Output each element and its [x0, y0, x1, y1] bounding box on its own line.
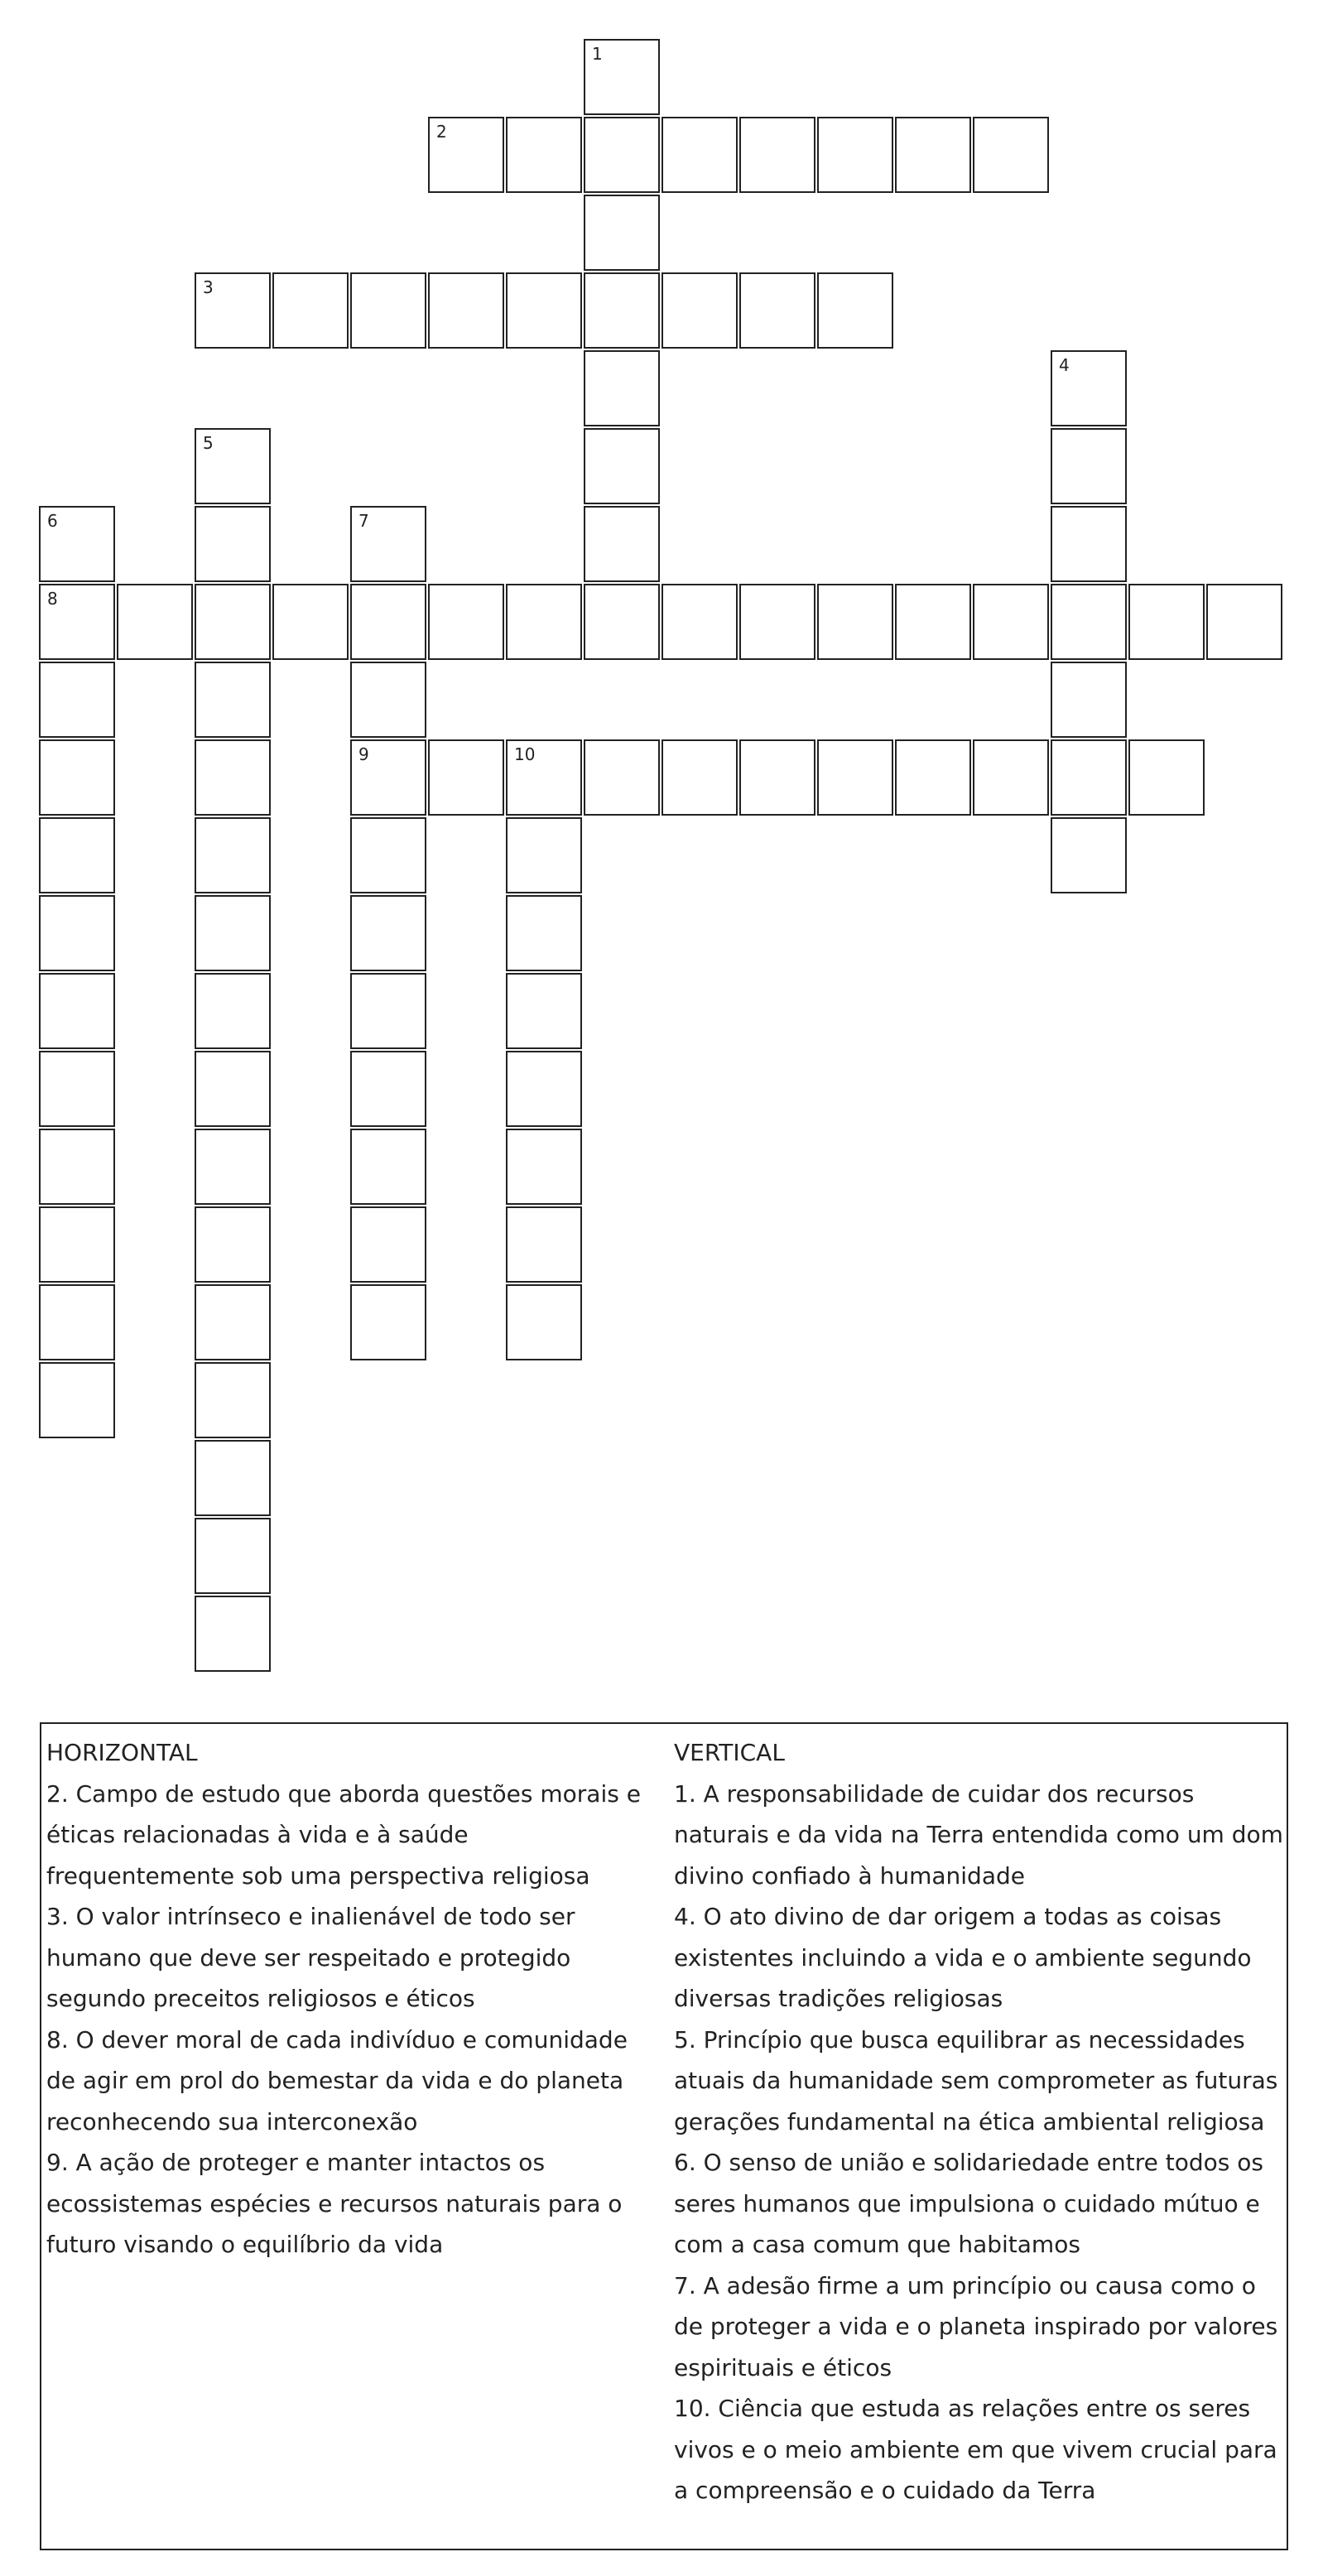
vertical-clue-10: 10. Ciência que estuda as relações entre os seres vivos e o meio ambiente em que vivem crucial para a compreensão e o cuidado da Terra: [674, 2395, 1277, 2504]
grid-cell[interactable]: [195, 1518, 271, 1594]
grid-cell[interactable]: [1051, 428, 1127, 504]
grid-cell[interactable]: [506, 117, 582, 193]
grid-cell[interactable]: [506, 1206, 582, 1283]
clues-box: [40, 1722, 1288, 2550]
grid-cell[interactable]: [973, 117, 1049, 193]
grid-cell[interactable]: [1051, 662, 1127, 738]
vertical-clues: [674, 1732, 1287, 2511]
grid-cell[interactable]: [895, 117, 971, 193]
grid-cell[interactable]: [117, 584, 193, 660]
clue-number: 10: [514, 744, 536, 764]
vertical-clue-1: 1. A responsabilidade de cuidar dos recursos naturais e da vida na Terra entendida como um dom divino confiado à humanidade: [674, 1779, 1283, 1890]
grid-cell[interactable]: [195, 428, 271, 504]
grid-cell[interactable]: [350, 506, 426, 582]
grid-cell[interactable]: [350, 973, 426, 1049]
clue-number: 8: [47, 589, 58, 609]
grid-cell[interactable]: [350, 895, 426, 971]
grid-cell[interactable]: [195, 895, 271, 971]
horizontal-clue-list: [46, 1774, 659, 2265]
clue-number: 6: [47, 511, 58, 531]
grid-cell[interactable]: [506, 272, 582, 349]
grid-cell[interactable]: [350, 817, 426, 893]
grid-cell[interactable]: [1206, 584, 1282, 660]
grid-cell[interactable]: [584, 428, 660, 504]
grid-cell[interactable]: [739, 584, 815, 660]
grid-cell[interactable]: [817, 739, 893, 816]
grid-cell[interactable]: [428, 272, 504, 349]
grid-cell[interactable]: [195, 1284, 271, 1360]
vertical-clue-7: 7. A adesão firme a um princípio ou causa como o de proteger a vida e o planeta inspirado por valores espirituais e éticos: [674, 2271, 1278, 2381]
grid-cell[interactable]: [195, 584, 271, 660]
grid-cell[interactable]: [584, 272, 660, 349]
grid-cell[interactable]: [350, 1206, 426, 1283]
grid-cell[interactable]: [272, 584, 349, 660]
vertical-clue-4: 4. O ato divino de dar origem a todas as coisas existentes incluindo a vida e o ambiente segundo diversas tradições religiosas: [674, 1903, 1252, 2012]
grid-cell[interactable]: [39, 1284, 115, 1360]
grid-cell[interactable]: [662, 117, 738, 193]
grid-cell[interactable]: [195, 1596, 271, 1672]
grid-cell[interactable]: [739, 117, 815, 193]
grid-cell[interactable]: [506, 739, 582, 816]
grid-cell[interactable]: [350, 739, 426, 816]
grid-cell[interactable]: [817, 584, 893, 660]
grid-cell[interactable]: [350, 662, 426, 738]
grid-cell[interactable]: [195, 272, 271, 349]
grid-cell[interactable]: [973, 739, 1049, 816]
grid-cell[interactable]: [739, 739, 815, 816]
clue-number: 5: [203, 433, 214, 453]
grid-cell[interactable]: [506, 895, 582, 971]
grid-cell[interactable]: [584, 584, 660, 660]
grid-cell[interactable]: [584, 195, 660, 271]
horizontal-title: HORIZONTAL: [46, 1739, 198, 1766]
horizontal-clue-8: 8. O dever moral de cada indivíduo e comunidade de agir em prol do bemestar da vida e do planeta reconhecendo sua interconexão: [46, 2025, 628, 2135]
grid-cell[interactable]: [195, 739, 271, 816]
grid-cell[interactable]: [584, 350, 660, 426]
grid-cell[interactable]: [1051, 739, 1127, 816]
grid-cell[interactable]: [1051, 506, 1127, 582]
clue-number: 1: [592, 44, 603, 64]
grid-cell[interactable]: [195, 1206, 271, 1283]
horizontal-clue-3: 3. O valor intrínseco e inalienável de todo ser humano que deve ser respeitado e protegido segundo preceitos religiosos e éticos: [46, 1903, 575, 2012]
vertical-clue-5: 5. Princípio que busca equilibrar as necessidades atuais da humanidade sem comprometer as futuras gerações fundamental na ética ambiental religiosa: [674, 2025, 1278, 2135]
vertical-title: VERTICAL: [674, 1739, 785, 1766]
grid-cell[interactable]: [506, 1051, 582, 1127]
grid-cell[interactable]: [1051, 350, 1127, 426]
grid-cell[interactable]: [584, 39, 660, 115]
grid-cell[interactable]: [506, 584, 582, 660]
grid-cell[interactable]: [506, 1129, 582, 1205]
grid-cell[interactable]: [1128, 739, 1205, 816]
grid-cell[interactable]: [895, 739, 971, 816]
clue-number: 9: [358, 744, 369, 764]
grid-cell[interactable]: [39, 1129, 115, 1205]
grid-cell[interactable]: [506, 817, 582, 893]
grid-cell[interactable]: [739, 272, 815, 349]
grid-cell[interactable]: [195, 662, 271, 738]
grid-cell[interactable]: [195, 1362, 271, 1438]
grid-cell[interactable]: [195, 1129, 271, 1205]
clue-number: 7: [358, 511, 369, 531]
grid-cell[interactable]: [272, 272, 349, 349]
grid-cell[interactable]: [350, 1051, 426, 1127]
grid-cell[interactable]: [350, 1284, 426, 1360]
grid-cell[interactable]: [662, 584, 738, 660]
grid-cell[interactable]: [1051, 584, 1127, 660]
grid-cell[interactable]: [350, 272, 426, 349]
grid-cell[interactable]: [195, 1440, 271, 1516]
grid-cell[interactable]: [39, 817, 115, 893]
grid-cell[interactable]: [428, 739, 504, 816]
grid-cell[interactable]: [195, 506, 271, 582]
grid-cell[interactable]: [584, 739, 660, 816]
grid-cell[interactable]: [584, 117, 660, 193]
grid-cell[interactable]: [39, 584, 115, 660]
grid-cell[interactable]: [39, 895, 115, 971]
grid-cell[interactable]: [350, 584, 426, 660]
grid-cell[interactable]: [39, 739, 115, 816]
grid-cell[interactable]: [195, 817, 271, 893]
grid-cell[interactable]: [1051, 817, 1127, 893]
horizontal-clue-9: 9. A ação de proteger e manter intactos os ecossistemas espécies e recursos naturais para o futuro visando o equilíbrio da vida: [46, 2149, 623, 2258]
grid-cell[interactable]: [428, 117, 504, 193]
grid-cell[interactable]: [662, 739, 738, 816]
grid-cell[interactable]: [195, 973, 271, 1049]
grid-cell[interactable]: [584, 506, 660, 582]
horizontal-clues: [46, 1732, 659, 2265]
grid-cell[interactable]: [39, 973, 115, 1049]
grid-cell[interactable]: [39, 662, 115, 738]
grid-cell[interactable]: [428, 584, 504, 660]
vertical-clue-6: 6. O senso de união e solidariedade entre todos os seres humanos que impulsiona o cuidado mútuo e com a casa comum que habitamos: [674, 2149, 1263, 2258]
grid-cell[interactable]: [895, 584, 971, 660]
grid-cell[interactable]: [817, 117, 893, 193]
grid-cell[interactable]: [39, 1206, 115, 1283]
clue-number: 2: [436, 122, 447, 142]
vertical-clue-list: [674, 1774, 1287, 2511]
clue-number: 3: [203, 277, 214, 297]
clue-number: 4: [1059, 355, 1070, 375]
horizontal-clue-2: 2. Campo de estudo que aborda questões morais e éticas relacionadas à vida e à saúde frequentemente sob uma perspectiva religiosa: [46, 1779, 641, 1890]
grid-cell[interactable]: [817, 272, 893, 349]
grid-cell[interactable]: [506, 973, 582, 1049]
grid-cell[interactable]: [506, 1284, 582, 1360]
grid-cell[interactable]: [662, 272, 738, 349]
grid-cell[interactable]: [350, 1129, 426, 1205]
grid-cell[interactable]: [195, 1051, 271, 1127]
grid-cell[interactable]: [973, 584, 1049, 660]
grid-cell[interactable]: [39, 1051, 115, 1127]
grid-cell[interactable]: [1128, 584, 1205, 660]
grid-cell[interactable]: [39, 506, 115, 582]
grid-cell[interactable]: [39, 1362, 115, 1438]
